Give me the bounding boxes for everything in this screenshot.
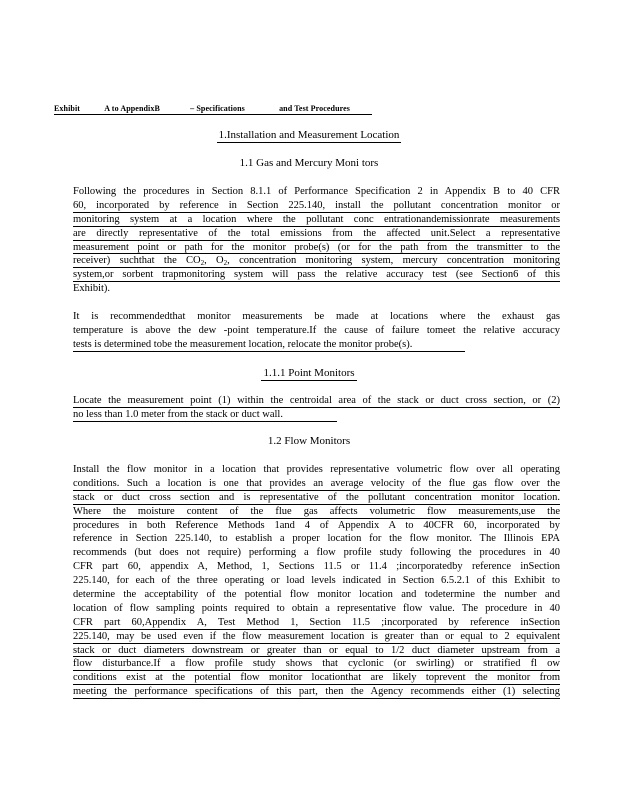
exhibit-appendix: A to AppendixB xyxy=(104,104,160,113)
section-heading-1: 1.Installation and Measurement Location xyxy=(218,129,400,141)
paragraph-line: system,or sorbent trapmonitoring system will pass the relative accuracy test (see Section6 of this xyxy=(73,269,560,281)
paragraph-line: procedures in both Reference Methods 1and 4 of Appendix A to 40CFR 60, incorporated by xyxy=(73,519,560,531)
paragraph-line: monitoring system at a location where the pollutant conc entrationandemissionrate measurements xyxy=(73,213,560,225)
paragraph-line: 225.140, for each of the three operating or load levels indicated in Section 6.5.2.1 of this Exhibit to xyxy=(73,575,560,587)
section-heading-1-1-1: 1.1.1 Point Monitors xyxy=(263,367,355,379)
paragraph-line: Following the procedures in Section 8.1.1 of Performance Specification 2 in Appendix B to 40 CFR xyxy=(73,186,560,197)
paragraph-line: flow disturbance.If a flow profile study shows that cyclonic (or swirling) or stratified fl ow xyxy=(73,658,560,670)
paragraph-line: CFR part 60,Appendix A, Test Method 1, Section 11.5 ;incorporated by reference inSection xyxy=(73,616,560,628)
paragraph-line: no less than 1.0 meter from the stack or duct wall. xyxy=(73,408,337,422)
paragraph-line: meeting the performance specifications of this part, then the Agency recommends either (1) selecting xyxy=(73,686,560,698)
exhibit-specifications: – Specifications xyxy=(190,104,245,113)
paragraph-line: location of flow sampling points required to obtain a representative flow value. The procedure in 40 xyxy=(73,602,560,614)
section-heading-1-1: 1.1 Gas and Mercury Moni tors xyxy=(239,157,379,169)
exhibit-label: Exhibit xyxy=(54,104,81,113)
paragraph-line: 60, incorporated by reference in Section 225.140, install the pollutant concentration monitor or xyxy=(73,199,560,211)
paragraph-line: are directly representative of the total emissions from the affected unit.Select a representative xyxy=(73,227,560,239)
paragraph-gas-mercury-monitors xyxy=(73,185,560,296)
paragraph-line: conditions. Such a location is one that provides an average velocity of the flue gas flow over the xyxy=(73,477,560,489)
paragraph-line: determine the acceptability of the potential flow monitor location and todetermine the number and xyxy=(73,589,560,601)
paragraph-line: tests is determined tobe the measurement location, relocate the monitor probe(s). xyxy=(73,338,465,352)
paragraph-line: stack or duct diameters downstream or greater than or equal to 1/2 duct diameter upstream from a xyxy=(73,644,560,656)
paragraph-point-monitors xyxy=(73,394,560,422)
paragraph-line: Install the flow monitor in a location that provides representative volumetric flow over all operating xyxy=(73,464,560,475)
paragraph-line: recommends (but does not require) performing a flow profile study following the procedures in 40 xyxy=(73,547,560,559)
paragraph-line: measurement point or path for the monitor probe(s) (or for the path from the transmitter to the xyxy=(73,241,560,253)
paragraph-line: CFR part 60, appendix A, Method, 1, Sections 11.5 or 11.4 ;incorporatedby reference inSection xyxy=(73,561,560,573)
paragraph-line: conditions exist at the potential flow monitor locationthat are likely toprevent the monitor from xyxy=(73,672,560,684)
paragraph-flow-monitors xyxy=(73,463,560,699)
paragraph-line: temperature is above the dew -point temperature.If the cause of failure tomeet the relative accuracy xyxy=(73,324,560,336)
paragraph-recommendation xyxy=(73,310,560,352)
exhibit-test-procedures: and Test Procedures xyxy=(279,104,351,113)
paragraph-line: It is recommendedthat monitor measurements be made at locations where the exhaust gas xyxy=(73,311,560,322)
paragraph-line: stack or duct cross section and is representative of the pollutant concentration monitor location. xyxy=(73,491,560,503)
paragraph-line-co2: receiver) suchthat the $CO_2$, $O_2$, concentration monitoring system, mercury concentration monitoring xyxy=(73,255,560,268)
exhibit-header xyxy=(54,104,372,113)
section-heading-1-2: 1.2 Flow Monitors xyxy=(267,435,351,447)
paragraph-line: Locate the measurement point (1) within the centroidal area of the stack or duct cross section, or (2) xyxy=(73,395,560,406)
paragraph-line: reference in Section 225.140, to establish a proper location for the flow monitor. The Illinois EPA xyxy=(73,533,560,545)
paragraph-line: Where the moisture content of the flue gas affects volumetric flow measurements,use the xyxy=(73,505,560,517)
paragraph-line: Exhibit). xyxy=(73,283,111,295)
paragraph-line: 225.140, may be used even if the flow measurement location is greater than or equal to 2 equivalent xyxy=(73,630,560,642)
exhibit-underline xyxy=(54,114,372,115)
